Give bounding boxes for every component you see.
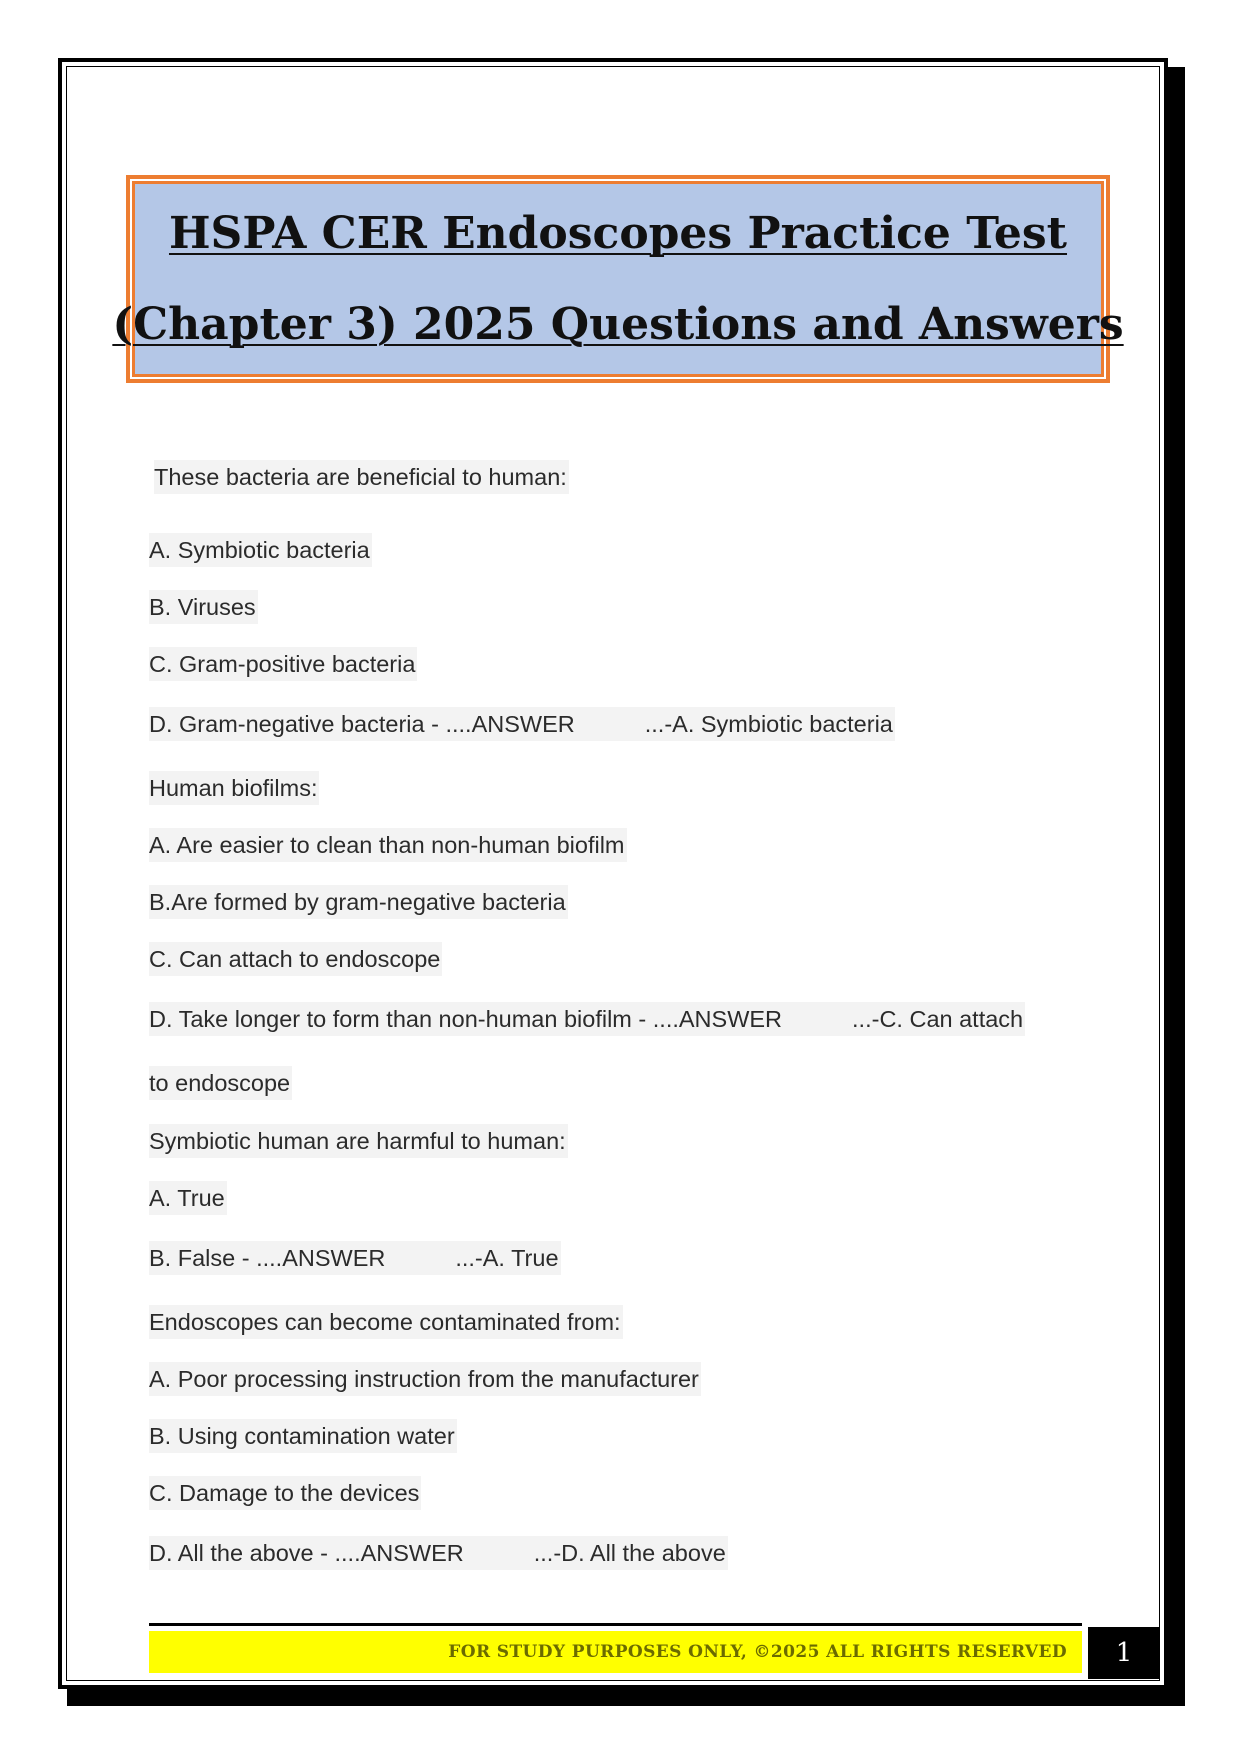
- question-4-option-a: A. Poor processing instruction from the manufacturer: [149, 1362, 701, 1396]
- question-3-answer: ...-A. True: [455, 1245, 559, 1271]
- question-2-answer: ...-C. Can attach: [852, 1006, 1024, 1032]
- question-2-answer-continued: to endoscope: [149, 1066, 292, 1100]
- question-1-prompt: These bacteria are beneficial to human:: [154, 460, 569, 494]
- question-2-option-d: D. Take longer to form than non-human biofilm - ....ANSWER ...-C. Can attach: [149, 1002, 1025, 1036]
- question-2-option-b: B.Are formed by gram-negative bacteria: [149, 885, 568, 919]
- question-2-option-a: A. Are easier to clean than non-human biofilm: [149, 828, 627, 862]
- question-1-option-d: D. Gram-negative bacteria - ....ANSWER ...-A. Symbiotic bacteria: [149, 707, 895, 741]
- question-4-option-c: C. Damage to the devices: [149, 1476, 421, 1510]
- question-1-option-a: A. Symbiotic bacteria: [149, 533, 372, 567]
- footer-bar: [149, 1631, 1082, 1673]
- question-4-answer: ...-D. All the above: [533, 1540, 726, 1566]
- question-1-option-b: B. Viruses: [149, 590, 258, 624]
- page-number: 1: [1088, 1627, 1160, 1679]
- document-title-line-2: (Chapter 3) 2025 Questions and Answers: [112, 299, 1124, 350]
- footer-notice: FOR STUDY PURPOSES ONLY, ©2025 ALL RIGHTS RESERVED: [448, 1642, 1067, 1662]
- question-4-prompt: Endoscopes can become contaminated from:: [149, 1305, 623, 1339]
- document-title-line-1: HSPA CER Endoscopes Practice Test: [168, 208, 1068, 259]
- question-1-answer: ...-A. Symbiotic bacteria: [644, 711, 893, 737]
- question-3-option-a: A. True: [149, 1181, 227, 1215]
- title-box: [112, 175, 1124, 383]
- question-1-option-c: C. Gram-positive bacteria: [149, 647, 417, 681]
- question-3-option-b: B. False - ....ANSWER ...-A. True: [149, 1241, 561, 1275]
- question-4-option-b: B. Using contamination water: [149, 1419, 457, 1453]
- question-3-prompt: Symbiotic human are harmful to human:: [149, 1124, 568, 1158]
- footer-rule: [149, 1623, 1082, 1626]
- question-2-prompt: Human biofilms:: [149, 771, 319, 805]
- question-2-option-c: C. Can attach to endoscope: [149, 942, 442, 976]
- question-4-option-d: D. All the above - ....ANSWER ...-D. All the above: [149, 1536, 728, 1570]
